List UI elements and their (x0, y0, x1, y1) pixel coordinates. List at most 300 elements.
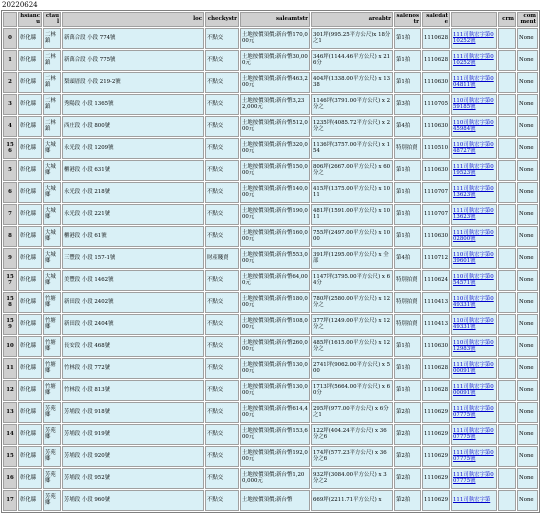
sale-amount-cell: 土地按價須價;新台幣64,000元 (240, 270, 310, 291)
case-link[interactable] (451, 380, 497, 401)
table-row (3, 72, 538, 93)
sale-date-cell: 1110630 (422, 336, 450, 357)
case-link-text[interactable]: 111司執宏字第013623號 (453, 185, 494, 199)
crm-cell (498, 160, 516, 181)
row-index: 14 (3, 424, 17, 445)
col-header-loc: loc (62, 12, 204, 27)
col-header-saledate: saledate (422, 12, 450, 27)
township-cell: 竹塘鄉 (43, 292, 61, 313)
comment-cell: None (517, 336, 538, 357)
row-index: 0 (3, 28, 17, 49)
location-cell: 新田段 小段 2402號 (62, 292, 204, 313)
location-cell: 秀陽段 小段 1365號 (62, 94, 204, 115)
location-cell: 竹林段 小段 772號 (62, 358, 204, 379)
row-index: 15 (3, 446, 17, 467)
crm-cell (498, 446, 516, 467)
comment-cell: None (517, 204, 538, 225)
sale-amount-cell: 土地按價須價;新台幣108,000元 (240, 314, 310, 335)
row-index: 3 (3, 94, 17, 115)
table-row (3, 50, 538, 71)
case-link-text[interactable]: 111司執宏字第010252號 (453, 53, 494, 67)
county-cell: 彰化縣 (18, 72, 42, 93)
page-date: 20220624 (2, 1, 38, 9)
location-cell: 新田段 小段 2404號 (62, 314, 204, 335)
crm-cell (498, 72, 516, 93)
location-cell: 新萬合段 小段 775號 (62, 50, 204, 71)
col-header-index (3, 12, 17, 27)
case-link-text[interactable]: 110司執宏字第012983號 (453, 339, 494, 353)
handover-cell: 不點交 (205, 490, 239, 511)
handover-cell: 不點交 (205, 182, 239, 203)
sale-date-cell: 1110628 (422, 50, 450, 71)
auction-round-cell: 第1拍 (394, 160, 421, 181)
case-link-text[interactable]: 111司執宏字第007775號 (453, 405, 494, 419)
comment-cell: None (517, 248, 538, 269)
handover-cell: 不點交 (205, 94, 239, 115)
case-link[interactable] (451, 182, 497, 203)
table-row (3, 160, 538, 181)
county-cell: 彰化縣 (18, 468, 42, 489)
crm-cell (498, 116, 516, 137)
table-row (3, 94, 538, 115)
case-link[interactable] (451, 116, 497, 137)
auction-round-cell: 第1拍 (394, 182, 421, 203)
township-cell: 大城鄉 (43, 160, 61, 181)
table-row (3, 138, 538, 159)
handover-cell: 不點交 (205, 270, 239, 291)
row-index: 12 (3, 380, 17, 401)
col-header-hsiancu: hsiancu (18, 12, 42, 27)
header-row (3, 12, 538, 27)
case-link[interactable] (451, 28, 497, 49)
township-cell: 大城鄉 (43, 204, 61, 225)
township-cell: 芳苑鄉 (43, 424, 61, 445)
row-index: 1 (3, 50, 17, 71)
sale-amount-cell: 土地按價須價;新台幣150,000元 (240, 160, 310, 181)
county-cell: 彰化縣 (18, 446, 42, 467)
sale-amount-cell: 土地按價須價;新台幣180,000元 (240, 292, 310, 313)
row-index: 158 (3, 292, 17, 313)
comment-cell: None (517, 226, 538, 247)
handover-cell: 不點交 (205, 72, 239, 93)
sale-amount-cell: 土地按價須價;新台幣320,000元 (240, 138, 310, 159)
crm-cell (498, 424, 516, 445)
comment-cell: None (517, 292, 538, 313)
table-row (3, 490, 538, 511)
area-cell: 301坪(995.25平方公尺)x 18分之1 (311, 28, 393, 49)
location-cell: 西庄段 小段 800號 (62, 116, 204, 137)
case-link-text[interactable]: 111司執宏字第000091號 (453, 361, 494, 375)
county-cell: 彰化縣 (18, 490, 42, 511)
case-link[interactable] (451, 336, 497, 357)
area-cell: 415坪(1375.00平方公尺) x 1011 (311, 182, 393, 203)
county-cell: 彰化縣 (18, 292, 42, 313)
handover-cell: 不點交 (205, 468, 239, 489)
case-link[interactable] (451, 292, 497, 313)
sale-amount-cell: 土地按價須價;新台幣192,000元 (240, 446, 310, 467)
county-cell: 彰化縣 (18, 270, 42, 291)
crm-cell (498, 314, 516, 335)
comment-cell: None (517, 402, 538, 423)
comment-cell: None (517, 94, 538, 115)
area-cell: 2741坪(9062.00平方公尺) x 500 (311, 358, 393, 379)
handover-cell: 不點交 (205, 226, 239, 247)
comment-cell: None (517, 116, 538, 137)
township-cell: 竹塘鄉 (43, 380, 61, 401)
county-cell: 彰化縣 (18, 160, 42, 181)
comment-cell: None (517, 182, 538, 203)
row-index: 9 (3, 248, 17, 269)
auction-round-cell: 第4拍 (394, 116, 421, 137)
handover-cell: 財產賤賣 (205, 248, 239, 269)
county-cell: 彰化縣 (18, 182, 42, 203)
location-cell: 梨頭厝段 小段 219-2號 (62, 72, 204, 93)
table-row (3, 226, 538, 247)
comment-cell: None (517, 138, 538, 159)
case-link-text[interactable]: 110司執宏字第054571號 (453, 273, 494, 287)
township-cell: 二林鎮 (43, 116, 61, 137)
handover-cell: 不點交 (205, 314, 239, 335)
crm-cell (498, 490, 516, 511)
auction-round-cell: 第1拍 (394, 50, 421, 71)
location-cell: 芳埔段 小段 918號 (62, 402, 204, 423)
township-cell: 芳苑鄉 (43, 490, 61, 511)
table-row (3, 336, 538, 357)
sale-amount-cell: 土地按價須價;新台幣190,000元 (240, 204, 310, 225)
case-link-text[interactable]: 110司執宏字第045984號 (453, 119, 494, 133)
comment-cell: None (517, 160, 538, 181)
sale-amount-cell: 土地按價須價;新台幣170,000元 (240, 28, 310, 49)
crm-cell (498, 380, 516, 401)
crm-cell (498, 94, 516, 115)
case-link[interactable] (451, 490, 497, 511)
sale-amount-cell: 土地按價須價;新台幣260,000元 (240, 336, 310, 357)
area-cell: 755坪(2497.00平方公尺) x 1000 (311, 226, 393, 247)
handover-cell: 不點交 (205, 292, 239, 313)
auction-round-cell: 特別拍賣 (394, 292, 421, 313)
case-link[interactable] (451, 446, 497, 467)
area-cell: 1147坪(3795.00平方公尺) x 64分 (311, 270, 393, 291)
comment-cell: None (517, 446, 538, 467)
auction-round-cell: 第4拍 (394, 248, 421, 269)
comment-cell: None (517, 468, 538, 489)
township-cell: 二林鎮 (43, 50, 61, 71)
sale-date-cell: 1110629 (422, 490, 450, 511)
sale-date-cell: 1110629 (422, 424, 450, 445)
county-cell: 彰化縣 (18, 226, 42, 247)
location-cell: 芳埔段 小段 952號 (62, 468, 204, 489)
location-cell: 永光段 小段 218號 (62, 182, 204, 203)
sale-amount-cell: 土地按價須價;新台幣614,400元 (240, 402, 310, 423)
area-cell: 806坪(2667.00平方公尺) x 60分之 (311, 160, 393, 181)
row-index: 10 (3, 336, 17, 357)
sale-amount-cell: 土地按價須價;新台幣130,000元 (240, 380, 310, 401)
auction-round-cell: 第1拍 (394, 72, 421, 93)
case-link[interactable] (451, 314, 497, 335)
sale-date-cell: 1110629 (422, 402, 450, 423)
area-cell: 1235坪(4085.72平方公尺) x 2分之 (311, 116, 393, 137)
col-header-saleamtstr: saleamtstr (240, 12, 310, 27)
county-cell: 彰化縣 (18, 116, 42, 137)
case-link-text[interactable]: 110司執宏字第049331號 (453, 317, 494, 331)
case-link-text[interactable]: 110司執宏字第059185號 (453, 97, 494, 111)
auction-round-cell: 第1拍 (394, 226, 421, 247)
case-link[interactable] (451, 270, 497, 291)
sale-date-cell: 1110705 (422, 94, 450, 115)
row-index: 16 (3, 468, 17, 489)
township-cell: 竹塘鄉 (43, 358, 61, 379)
sale-amount-cell: 土地按價須價;新台幣553,000元 (240, 248, 310, 269)
case-link[interactable] (451, 424, 497, 445)
sale-date-cell: 1110628 (422, 380, 450, 401)
row-index: 17 (3, 490, 17, 511)
township-cell: 大城鄉 (43, 182, 61, 203)
row-index: 13 (3, 402, 17, 423)
comment-cell: None (517, 28, 538, 49)
case-link[interactable] (451, 226, 497, 247)
col-header-checkystr: checkystr (205, 12, 239, 27)
sale-amount-cell: 土地按價須價;新台幣512,000元 (240, 116, 310, 137)
table-row (3, 270, 538, 291)
crm-cell (498, 468, 516, 489)
handover-cell: 不點交 (205, 446, 239, 467)
auction-round-cell: 第1拍 (394, 358, 421, 379)
table-row (3, 446, 538, 467)
case-link[interactable] (451, 72, 497, 93)
crm-cell (498, 336, 516, 357)
col-header-link (451, 12, 497, 27)
case-link-text[interactable]: 111司執宏字第013623號 (453, 207, 494, 221)
auction-round-cell: 特別拍賣 (394, 314, 421, 335)
case-link-text[interactable]: 111司執宏字第004811號 (453, 75, 494, 89)
location-cell: 櫃港段 小段 631號 (62, 160, 204, 181)
township-cell: 二林鎮 (43, 72, 61, 93)
township-cell: 二林鎮 (43, 28, 61, 49)
row-index: 5 (3, 160, 17, 181)
sale-amount-cell: 土地按價須價;新台幣153,600元 (240, 424, 310, 445)
handover-cell: 不點交 (205, 28, 239, 49)
case-link-text[interactable]: 111司執宏字第007775號 (453, 449, 494, 463)
case-link-text[interactable]: 111司執宏字第007775號 (453, 471, 494, 485)
location-cell: 三豐段 小段 157-1號 (62, 248, 204, 269)
case-link[interactable] (451, 94, 497, 115)
area-cell: 346坪(1144.46平方公尺) x 216分 (311, 50, 393, 71)
table-row (3, 116, 538, 137)
area-cell: 485坪(1615.00平方公尺) x 12分之 (311, 336, 393, 357)
handover-cell: 不點交 (205, 160, 239, 181)
auction-round-cell: 第2拍 (394, 468, 421, 489)
crm-cell (498, 358, 516, 379)
township-cell: 芳苑鄉 (43, 446, 61, 467)
comment-cell: None (517, 72, 538, 93)
table-row (3, 182, 538, 203)
township-cell: 大城鄉 (43, 270, 61, 291)
sale-date-cell: 1110707 (422, 182, 450, 203)
row-index: 2 (3, 72, 17, 93)
row-index: 157 (3, 270, 17, 291)
location-cell: 芳埔段 小段 919號 (62, 424, 204, 445)
county-cell: 彰化縣 (18, 28, 42, 49)
area-cell: 932坪(3084.00平方公尺) x 3分之2 (311, 468, 393, 489)
area-cell: 1136坪(3757.00平方公尺) x 154 (311, 138, 393, 159)
row-index: 156 (3, 138, 17, 159)
crm-cell (498, 28, 516, 49)
sale-date-cell: 1110624 (422, 270, 450, 291)
auction-round-cell: 第1拍 (394, 28, 421, 49)
county-cell: 彰化縣 (18, 204, 42, 225)
table-row (3, 314, 538, 335)
table-row (3, 248, 538, 269)
crm-cell (498, 270, 516, 291)
location-cell: 新萬合段 小段 774號 (62, 28, 204, 49)
row-index: 4 (3, 116, 17, 137)
location-cell: 芳埔段 小段 920號 (62, 446, 204, 467)
case-link-text[interactable]: 110司執宏字第048727號 (453, 141, 494, 155)
row-index: 7 (3, 204, 17, 225)
area-cell: 295坪(977.00平方公尺) x 6分之1 (311, 402, 393, 423)
county-cell: 彰化縣 (18, 50, 42, 71)
case-link-text[interactable]: 110司執宏字第039601號 (453, 251, 494, 265)
auction-round-cell: 特別拍賣 (394, 138, 421, 159)
sale-amount-cell: 土地按價須價;新台幣30,000元 (240, 50, 310, 71)
auction-table (1, 10, 540, 513)
township-cell: 竹塘鄉 (43, 314, 61, 335)
table-row (3, 292, 538, 313)
table-row (3, 424, 538, 445)
area-cell: 669坪(2211.71平方公尺) x (311, 490, 393, 511)
sale-date-cell: 1110630 (422, 72, 450, 93)
county-cell: 彰化縣 (18, 138, 42, 159)
township-cell: 大城鄉 (43, 248, 61, 269)
row-index: 159 (3, 314, 17, 335)
handover-cell: 不點交 (205, 402, 239, 423)
crm-cell (498, 226, 516, 247)
area-cell: 1713坪(5664.00平方公尺) x 60分 (311, 380, 393, 401)
auction-round-cell: 第1拍 (394, 204, 421, 225)
auction-round-cell: 第2拍 (394, 490, 421, 511)
township-cell: 芳苑鄉 (43, 468, 61, 489)
area-cell: 404坪(1338.00平方公尺) x 1338 (311, 72, 393, 93)
comment-cell: None (517, 50, 538, 71)
case-link[interactable] (451, 138, 497, 159)
sale-amount-cell: 土地按價須價;新台幣1,200,000元 (240, 468, 310, 489)
location-cell: 美豐段 小段 1462號 (62, 270, 204, 291)
comment-cell: None (517, 424, 538, 445)
comment-cell: None (517, 490, 538, 511)
case-link[interactable] (451, 160, 497, 181)
crm-cell (498, 182, 516, 203)
township-cell: 大城鄉 (43, 138, 61, 159)
col-header-ctaul: ctaul (43, 12, 61, 27)
sale-date-cell: 1110629 (422, 468, 450, 489)
sale-date-cell: 1110628 (422, 28, 450, 49)
area-cell: 377坪(1249.00平方公尺) x 12分之 (311, 314, 393, 335)
handover-cell: 不點交 (205, 358, 239, 379)
case-link-text[interactable]: 111司執宏字第010252號 (453, 31, 494, 45)
row-index: 6 (3, 182, 17, 203)
comment-cell: None (517, 314, 538, 335)
location-cell: 永光段 小段 221號 (62, 204, 204, 225)
sale-amount-cell: 土地按價須價;新台幣140,000元 (240, 182, 310, 203)
location-cell: 櫃港段 小段 61號 (62, 226, 204, 247)
auction-round-cell: 第2拍 (394, 402, 421, 423)
case-link[interactable] (451, 248, 497, 269)
location-cell: 長安段 小段 468號 (62, 336, 204, 357)
county-cell: 彰化縣 (18, 402, 42, 423)
sale-amount-cell: 土地按價須價;新台幣463,200元 (240, 72, 310, 93)
auction-round-cell: 第1拍 (394, 336, 421, 357)
table-row (3, 358, 538, 379)
county-cell: 彰化縣 (18, 424, 42, 445)
location-cell: 竹林段 小段 813號 (62, 380, 204, 401)
area-cell: 481坪(1591.00平方公尺) x 1011 (311, 204, 393, 225)
case-link-text[interactable]: 111司執宏字第007775號 (453, 427, 494, 441)
location-cell: 芳埔段 小段 960號 (62, 490, 204, 511)
sale-date-cell: 1110630 (422, 160, 450, 181)
county-cell: 彰化縣 (18, 94, 42, 115)
col-header-comment: comment (517, 12, 538, 27)
sale-date-cell: 1110712 (422, 248, 450, 269)
crm-cell (498, 138, 516, 159)
sale-amount-cell: 土地按價須價;新台幣3,232,000元 (240, 94, 310, 115)
case-link-text[interactable]: 110司執宏字第049331號 (453, 295, 494, 309)
table-row (3, 468, 538, 489)
crm-cell (498, 248, 516, 269)
sale-date-cell: 1110629 (422, 446, 450, 467)
col-header-salenostr: salenostr (394, 12, 421, 27)
county-cell: 彰化縣 (18, 380, 42, 401)
comment-cell: None (517, 358, 538, 379)
county-cell: 彰化縣 (18, 336, 42, 357)
case-link[interactable] (451, 468, 497, 489)
row-index: 8 (3, 226, 17, 247)
case-link-text[interactable]: 111司執宏字第 (453, 497, 491, 504)
case-link-text[interactable]: 111司執宏字第000091號 (453, 383, 494, 397)
sale-date-cell: 1110413 (422, 292, 450, 313)
handover-cell: 不點交 (205, 138, 239, 159)
crm-cell (498, 292, 516, 313)
sale-amount-cell: 土地按價須價;新台幣130,000元 (240, 358, 310, 379)
case-link[interactable] (451, 358, 497, 379)
area-cell: 780坪(2580.00平方公尺) x 12分之 (311, 292, 393, 313)
table-row (3, 28, 538, 49)
table-row (3, 204, 538, 225)
sale-date-cell: 1110707 (422, 204, 450, 225)
auction-round-cell: 第2拍 (394, 424, 421, 445)
case-link-text[interactable]: 111司執宏字第002800號 (453, 229, 494, 243)
case-link[interactable] (451, 50, 497, 71)
col-header-crm: crm (498, 12, 516, 27)
case-link[interactable] (451, 204, 497, 225)
case-link-text[interactable]: 111司執宏字第019523號 (453, 163, 494, 177)
handover-cell: 不點交 (205, 116, 239, 137)
handover-cell: 不點交 (205, 424, 239, 445)
handover-cell: 不點交 (205, 204, 239, 225)
sale-date-cell: 1110628 (422, 358, 450, 379)
auction-round-cell: 第1拍 (394, 380, 421, 401)
township-cell: 二林鎮 (43, 94, 61, 115)
col-header-areabtr: areabtr (311, 12, 393, 27)
row-index: 11 (3, 358, 17, 379)
sale-date-cell: 1110413 (422, 314, 450, 335)
county-cell: 彰化縣 (18, 314, 42, 335)
county-cell: 彰化縣 (18, 248, 42, 269)
area-cell: 391坪(1295.00平方公尺) x 全部 (311, 248, 393, 269)
area-cell: 1146坪(3791.00平方公尺) x 2分之 (311, 94, 393, 115)
comment-cell: None (517, 380, 538, 401)
sale-date-cell: 1110630 (422, 226, 450, 247)
handover-cell: 不點交 (205, 50, 239, 71)
